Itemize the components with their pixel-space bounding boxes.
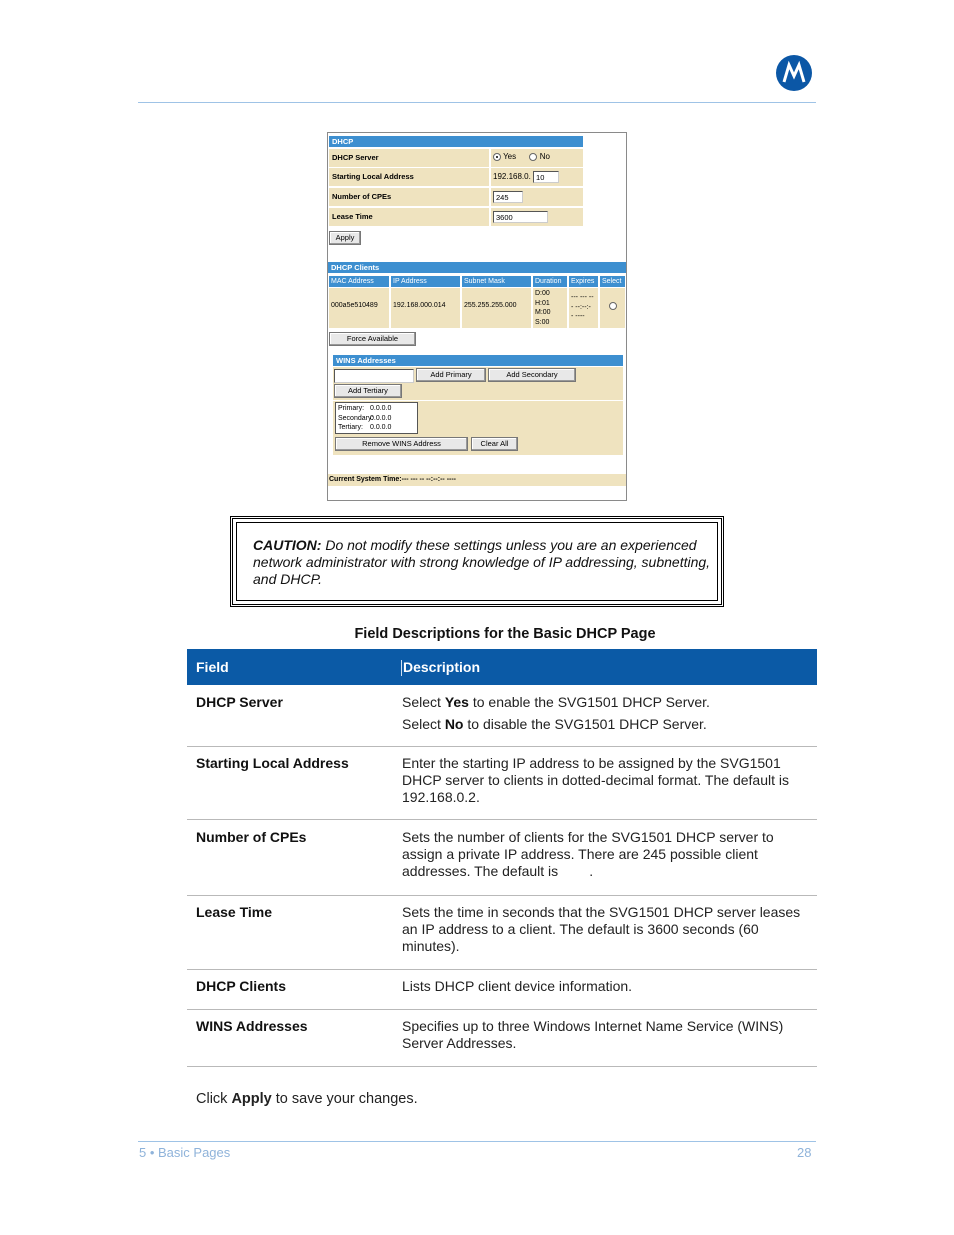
dhcp-server-label: DHCP Server [329,149,489,167]
page-number: 28 [797,1145,812,1160]
caution-text: Do not modify these settings unless you are an experienced network administrator with strong knowledge of IP addressing, subnetting, and DHCP. [253,537,711,587]
col-select: Select [600,276,625,287]
force-available-button[interactable]: Force Available [329,332,416,346]
col-duration: Duration [533,276,567,287]
starting-address-row [329,168,583,187]
current-system-time: Current System Time:--- --- -- --:--:-- ---- [328,474,626,486]
lease-time-input[interactable]: 3600 [493,211,548,223]
caution-label: CAUTION: [253,537,322,553]
list-item: Secondary: 0.0.0.0 [338,414,392,422]
dhcp-section-title: DHCP [329,136,583,147]
client-duration: D:00 H:01 M:00 S:00 [533,288,567,328]
client-mask: 255.255.255.000 [462,288,531,328]
dhcp-yes-radio[interactable] [493,153,501,161]
closing-instruction: Click Apply to save your changes. [196,1091,418,1107]
table-caption: Field Descriptions for the Basic DHCP Page [354,626,656,642]
wins-addresses-title: WINS Addresses [333,355,623,366]
dhcp-no-radio[interactable] [529,153,537,161]
header-rule [138,102,816,103]
client-select-radio[interactable] [609,302,617,310]
table-row: Starting Local Address Enter the starting IP address to be assigned by the SVG1501 DHCP server to clients in dotted-decimal format. The default is 192.168.0.2. [187,747,817,820]
cpes-row [329,188,583,207]
add-tertiary-button[interactable]: Add Tertiary [334,384,402,398]
wins-address-input[interactable] [334,369,414,383]
motorola-logo-icon [776,55,812,91]
cpes-input[interactable]: 245 [493,191,523,203]
dhcp-yes-label: Yes [503,152,517,161]
add-secondary-button[interactable]: Add Secondary [488,368,576,382]
caution-box [230,516,724,607]
table-row: Lease Time Sets the time in seconds that the SVG1501 DHCP server leases an IP address to a client. The default is 3600 seconds (60 minutes). [187,896,817,970]
footer-section: 5 • Basic Pages [139,1145,231,1160]
list-item: Primary: 0.0.0.0 [338,405,392,412]
list-item: Tertiary: 0.0.0.0 [338,424,392,431]
lease-time-row [329,208,583,227]
table-row: DHCP Server Select Yes to enable the SVG1501 DHCP Server. Select No to disable the SVG1501 DHCP Server. [187,685,817,747]
header-field: Field [196,659,229,675]
table-row: WINS Addresses Specifies up to three Windows Internet Name Service (WINS) Server Addresses. [187,1010,817,1067]
table-row: Number of CPEs Sets the number of clients for the SVG1501 DHCP server to assign a private IP address. There are 245 possible client addresses. The default is . [187,820,817,896]
remove-wins-address-button[interactable]: Remove WINS Address [335,437,468,451]
table-header [187,649,817,685]
lease-time-label: Lease Time [329,208,489,226]
col-mac-address: MAC Address [329,276,389,287]
col-ip-address: IP Address [391,276,460,287]
client-ip: 192.168.000.014 [391,288,460,328]
dhcp-clients-title: DHCP Clients [328,262,626,273]
table-row: DHCP Clients Lists DHCP client device information. [187,970,817,1010]
dhcp-page-screenshot [327,132,627,501]
field-descriptions-table [187,649,817,1067]
starting-address-label: Starting Local Address [329,168,489,186]
cpes-label: Number of CPEs [329,188,489,206]
clear-all-button[interactable]: Clear All [471,437,518,451]
header-description: Description [403,659,481,675]
client-expires: --- --- -- - --:--:- - ---- [569,288,598,328]
starting-address-input[interactable]: 10 [533,171,559,183]
apply-button[interactable]: Apply [329,231,361,245]
add-primary-button[interactable]: Add Primary [416,368,486,382]
col-subnet-mask: Subnet Mask [462,276,531,287]
col-expires: Expires [569,276,598,287]
starting-address-prefix: 192.168.0. [493,172,531,182]
footer-rule [138,1141,816,1142]
client-mac: 000a5e510489 [329,288,389,328]
wins-address-list[interactable] [335,402,418,434]
dhcp-no-label: No [539,152,550,161]
dhcp-server-row [329,149,583,168]
